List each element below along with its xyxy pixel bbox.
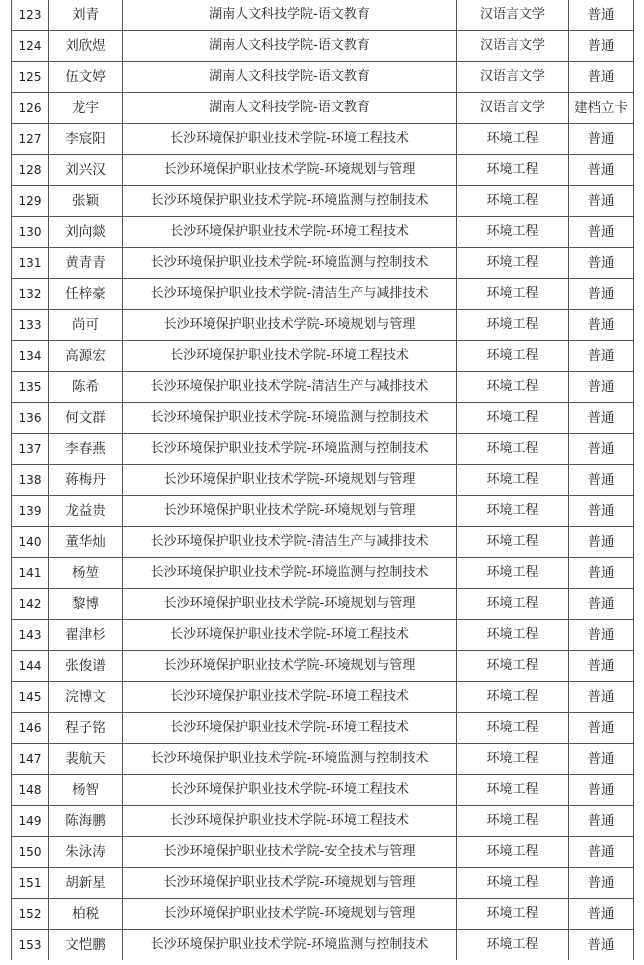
student-name-cell: 黎博 [49, 589, 123, 620]
student-name-cell: 何文群 [49, 403, 123, 434]
school-program-cell: 长沙环境保护职业技术学院-环境监测与控制技术 [123, 248, 457, 279]
table-row [12, 155, 634, 186]
row-number-cell: 146 [12, 713, 49, 744]
row-number-cell: 152 [12, 899, 49, 930]
category-cell: 普通 [569, 186, 634, 217]
table-row [12, 837, 634, 868]
student-name-cell: 高源宏 [49, 341, 123, 372]
school-program-cell: 湖南人文科技学院-语文教育 [123, 31, 457, 62]
row-number-cell: 138 [12, 465, 49, 496]
major-cell: 环境工程 [457, 496, 569, 527]
school-program-cell: 长沙环境保护职业技术学院-环境工程技术 [123, 217, 457, 248]
category-cell: 普通 [569, 496, 634, 527]
major-cell: 环境工程 [457, 651, 569, 682]
category-cell: 普通 [569, 372, 634, 403]
category-cell: 普通 [569, 713, 634, 744]
major-cell: 环境工程 [457, 434, 569, 465]
student-name-cell: 张俊谱 [49, 651, 123, 682]
category-cell: 普通 [569, 279, 634, 310]
major-cell: 环境工程 [457, 713, 569, 744]
school-program-cell: 长沙环境保护职业技术学院-环境规划与管理 [123, 155, 457, 186]
table-row [12, 775, 634, 806]
school-program-cell: 长沙环境保护职业技术学院-清洁生产与减排技术 [123, 527, 457, 558]
category-cell: 普通 [569, 589, 634, 620]
major-cell: 环境工程 [457, 620, 569, 651]
table-row [12, 434, 634, 465]
row-number-cell: 147 [12, 744, 49, 775]
school-program-cell: 长沙环境保护职业技术学院-安全技术与管理 [123, 837, 457, 868]
table-row [12, 31, 634, 62]
student-name-cell: 龙宇 [49, 93, 123, 124]
table-row [12, 558, 634, 589]
school-program-cell: 长沙环境保护职业技术学院-环境规划与管理 [123, 899, 457, 930]
student-name-cell: 陈海鹏 [49, 806, 123, 837]
category-cell: 普通 [569, 31, 634, 62]
category-cell: 普通 [569, 806, 634, 837]
major-cell: 环境工程 [457, 186, 569, 217]
row-number-cell: 144 [12, 651, 49, 682]
category-cell: 普通 [569, 62, 634, 93]
student-name-cell: 胡新星 [49, 868, 123, 899]
category-cell: 普通 [569, 744, 634, 775]
school-program-cell: 长沙环境保护职业技术学院-环境规划与管理 [123, 589, 457, 620]
school-program-cell: 长沙环境保护职业技术学院-清洁生产与减排技术 [123, 279, 457, 310]
major-cell: 环境工程 [457, 155, 569, 186]
row-number-cell: 127 [12, 124, 49, 155]
school-program-cell: 长沙环境保护职业技术学院-环境工程技术 [123, 620, 457, 651]
major-cell: 环境工程 [457, 279, 569, 310]
row-number-cell: 125 [12, 62, 49, 93]
school-program-cell: 长沙环境保护职业技术学院-环境工程技术 [123, 806, 457, 837]
student-name-cell: 刘青 [49, 0, 123, 31]
table-row [12, 465, 634, 496]
roster-table-body [12, 0, 634, 960]
table-row [12, 899, 634, 930]
major-cell: 环境工程 [457, 465, 569, 496]
row-number-cell: 133 [12, 310, 49, 341]
row-number-cell: 130 [12, 217, 49, 248]
student-name-cell: 蒋梅丹 [49, 465, 123, 496]
row-number-cell: 136 [12, 403, 49, 434]
category-cell: 普通 [569, 620, 634, 651]
major-cell: 环境工程 [457, 589, 569, 620]
student-name-cell: 刘兴汉 [49, 155, 123, 186]
category-cell: 普通 [569, 434, 634, 465]
row-number-cell: 140 [12, 527, 49, 558]
row-number-cell: 142 [12, 589, 49, 620]
student-name-cell: 文恺鹏 [49, 930, 123, 961]
table-row [12, 279, 634, 310]
student-name-cell: 朱泳涛 [49, 837, 123, 868]
student-name-cell: 程子铭 [49, 713, 123, 744]
category-cell: 普通 [569, 558, 634, 589]
row-number-cell: 128 [12, 155, 49, 186]
school-program-cell: 长沙环境保护职业技术学院-环境监测与控制技术 [123, 744, 457, 775]
table-row [12, 744, 634, 775]
row-number-cell: 143 [12, 620, 49, 651]
table-row [12, 930, 634, 961]
student-name-cell: 浣博文 [49, 682, 123, 713]
category-cell: 普通 [569, 124, 634, 155]
major-cell: 汉语言文学 [457, 93, 569, 124]
school-program-cell: 长沙环境保护职业技术学院-环境监测与控制技术 [123, 558, 457, 589]
school-program-cell: 长沙环境保护职业技术学院-环境工程技术 [123, 682, 457, 713]
major-cell: 环境工程 [457, 527, 569, 558]
table-row [12, 620, 634, 651]
category-cell: 普通 [569, 775, 634, 806]
major-cell: 环境工程 [457, 930, 569, 961]
table-row [12, 496, 634, 527]
category-cell: 普通 [569, 682, 634, 713]
school-program-cell: 长沙环境保护职业技术学院-环境监测与控制技术 [123, 434, 457, 465]
category-cell: 普通 [569, 217, 634, 248]
table-row [12, 186, 634, 217]
school-program-cell: 长沙环境保护职业技术学院-环境监测与控制技术 [123, 186, 457, 217]
school-program-cell: 长沙环境保护职业技术学院-环境监测与控制技术 [123, 930, 457, 961]
student-name-cell: 张颖 [49, 186, 123, 217]
row-number-cell: 131 [12, 248, 49, 279]
student-name-cell: 杨堃 [49, 558, 123, 589]
table-row [12, 651, 634, 682]
category-cell: 普通 [569, 341, 634, 372]
student-name-cell: 翟津杉 [49, 620, 123, 651]
row-number-cell: 126 [12, 93, 49, 124]
row-number-cell: 153 [12, 930, 49, 961]
school-program-cell: 湖南人文科技学院-语文教育 [123, 0, 457, 31]
row-number-cell: 135 [12, 372, 49, 403]
roster-table [11, 0, 634, 960]
student-name-cell: 杨智 [49, 775, 123, 806]
school-program-cell: 长沙环境保护职业技术学院-环境规划与管理 [123, 868, 457, 899]
school-program-cell: 湖南人文科技学院-语文教育 [123, 62, 457, 93]
table-row [12, 682, 634, 713]
student-name-cell: 刘欣煜 [49, 31, 123, 62]
major-cell: 环境工程 [457, 310, 569, 341]
student-name-cell: 尚可 [49, 310, 123, 341]
table-row [12, 713, 634, 744]
school-program-cell: 长沙环境保护职业技术学院-环境规划与管理 [123, 465, 457, 496]
major-cell: 环境工程 [457, 775, 569, 806]
major-cell: 环境工程 [457, 868, 569, 899]
category-cell: 普通 [569, 310, 634, 341]
category-cell: 普通 [569, 465, 634, 496]
student-name-cell: 龙益贵 [49, 496, 123, 527]
student-name-cell: 陈希 [49, 372, 123, 403]
table-row [12, 868, 634, 899]
student-name-cell: 伍文婷 [49, 62, 123, 93]
major-cell: 环境工程 [457, 341, 569, 372]
row-number-cell: 123 [12, 0, 49, 31]
major-cell: 环境工程 [457, 899, 569, 930]
major-cell: 环境工程 [457, 124, 569, 155]
row-number-cell: 129 [12, 186, 49, 217]
student-name-cell: 柏税 [49, 899, 123, 930]
table-row [12, 124, 634, 155]
student-name-cell: 任梓豪 [49, 279, 123, 310]
major-cell: 环境工程 [457, 744, 569, 775]
major-cell: 环境工程 [457, 682, 569, 713]
student-name-cell: 李春燕 [49, 434, 123, 465]
table-row [12, 217, 634, 248]
school-program-cell: 长沙环境保护职业技术学院-环境监测与控制技术 [123, 403, 457, 434]
row-number-cell: 149 [12, 806, 49, 837]
category-cell: 普通 [569, 527, 634, 558]
student-name-cell: 李宸阳 [49, 124, 123, 155]
school-program-cell: 长沙环境保护职业技术学院-清洁生产与减排技术 [123, 372, 457, 403]
student-name-cell: 董华灿 [49, 527, 123, 558]
table-row [12, 806, 634, 837]
table-row [12, 248, 634, 279]
category-cell: 普通 [569, 155, 634, 186]
table-row [12, 341, 634, 372]
school-program-cell: 长沙环境保护职业技术学院-环境工程技术 [123, 124, 457, 155]
row-number-cell: 141 [12, 558, 49, 589]
major-cell: 环境工程 [457, 372, 569, 403]
major-cell: 汉语言文学 [457, 31, 569, 62]
row-number-cell: 124 [12, 31, 49, 62]
school-program-cell: 长沙环境保护职业技术学院-环境工程技术 [123, 341, 457, 372]
category-cell: 普通 [569, 403, 634, 434]
category-cell: 普通 [569, 248, 634, 279]
row-number-cell: 139 [12, 496, 49, 527]
table-row [12, 372, 634, 403]
table-row [12, 93, 634, 124]
row-number-cell: 132 [12, 279, 49, 310]
row-number-cell: 137 [12, 434, 49, 465]
row-number-cell: 148 [12, 775, 49, 806]
school-program-cell: 长沙环境保护职业技术学院-环境工程技术 [123, 775, 457, 806]
major-cell: 环境工程 [457, 217, 569, 248]
school-program-cell: 长沙环境保护职业技术学院-环境工程技术 [123, 713, 457, 744]
student-name-cell: 裴航天 [49, 744, 123, 775]
major-cell: 汉语言文学 [457, 0, 569, 31]
roster-table-container [11, 0, 633, 960]
row-number-cell: 134 [12, 341, 49, 372]
category-cell: 建档立卡 [569, 93, 634, 124]
table-row [12, 589, 634, 620]
student-name-cell: 黄青青 [49, 248, 123, 279]
row-number-cell: 150 [12, 837, 49, 868]
major-cell: 环境工程 [457, 806, 569, 837]
school-program-cell: 长沙环境保护职业技术学院-环境规划与管理 [123, 310, 457, 341]
category-cell: 普通 [569, 651, 634, 682]
table-row [12, 403, 634, 434]
major-cell: 汉语言文学 [457, 62, 569, 93]
table-row [12, 62, 634, 93]
table-row [12, 0, 634, 31]
category-cell: 普通 [569, 0, 634, 31]
major-cell: 环境工程 [457, 837, 569, 868]
school-program-cell: 长沙环境保护职业技术学院-环境规划与管理 [123, 651, 457, 682]
row-number-cell: 151 [12, 868, 49, 899]
table-row [12, 527, 634, 558]
category-cell: 普通 [569, 868, 634, 899]
major-cell: 环境工程 [457, 558, 569, 589]
row-number-cell: 145 [12, 682, 49, 713]
school-program-cell: 湖南人文科技学院-语文教育 [123, 93, 457, 124]
category-cell: 普通 [569, 899, 634, 930]
category-cell: 普通 [569, 837, 634, 868]
category-cell: 普通 [569, 930, 634, 961]
school-program-cell: 长沙环境保护职业技术学院-环境规划与管理 [123, 496, 457, 527]
major-cell: 环境工程 [457, 403, 569, 434]
student-name-cell: 刘向燚 [49, 217, 123, 248]
major-cell: 环境工程 [457, 248, 569, 279]
table-row [12, 310, 634, 341]
